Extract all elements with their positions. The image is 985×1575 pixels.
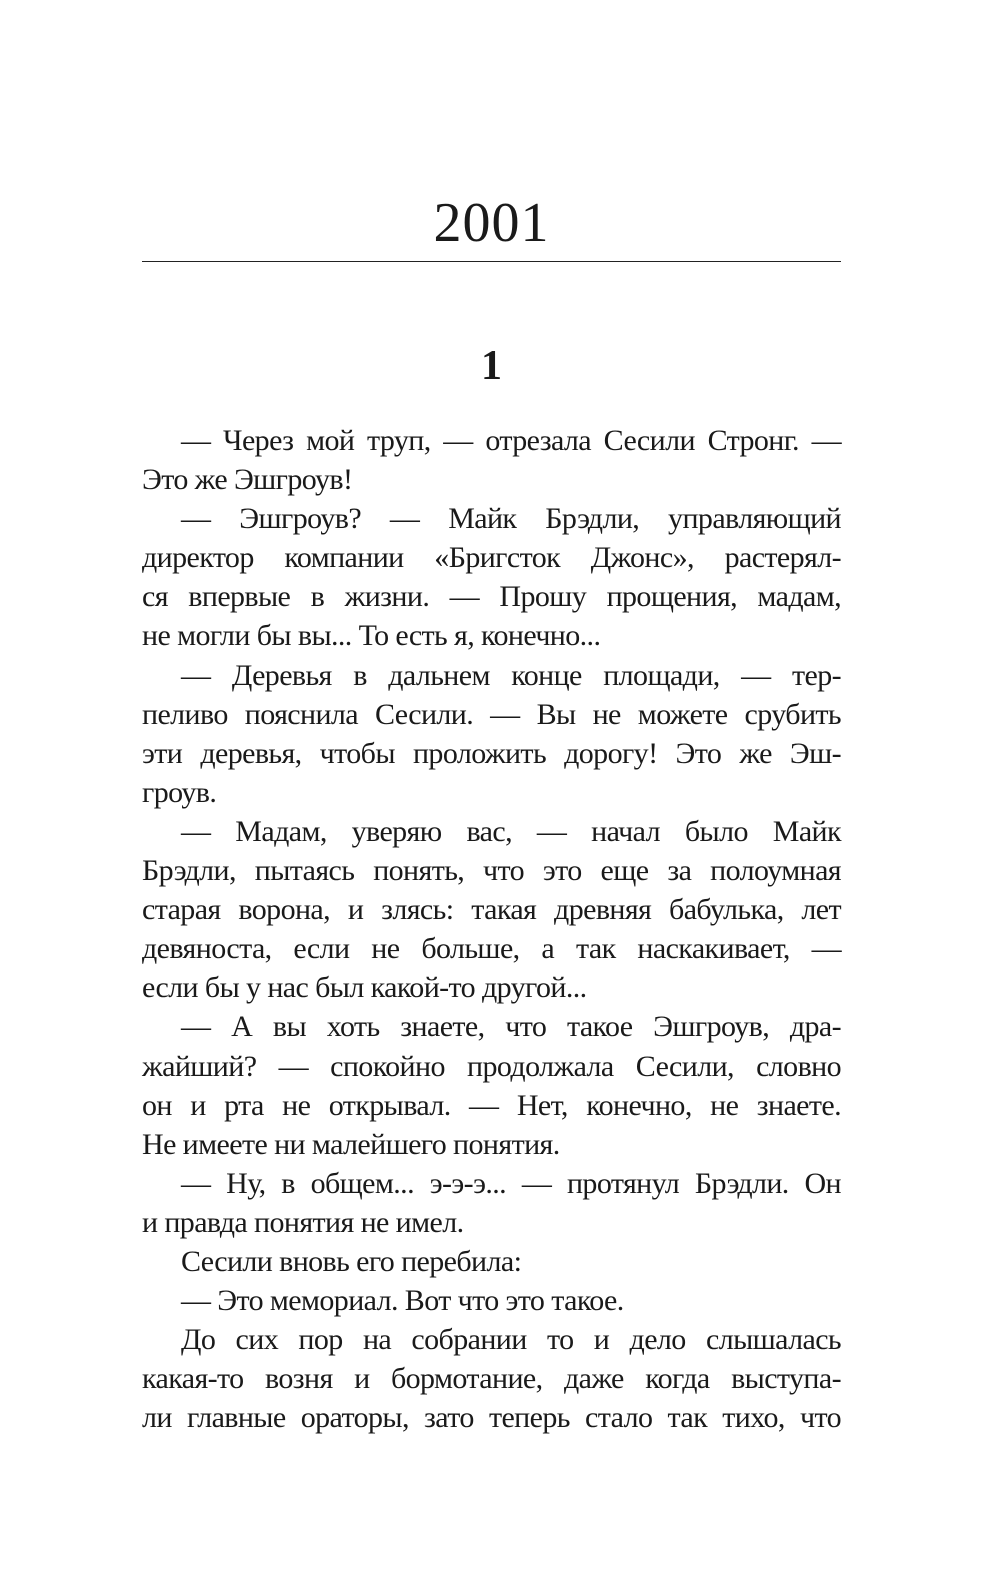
text-line: ся впервые в жизни. — Прошу прощения, мадам, bbox=[142, 580, 841, 614]
text-line: — Через мой труп, — отрезала Сесили Стронг. — bbox=[181, 424, 841, 457]
text-line: какая-то возня и бормотание, даже когда выступа- bbox=[142, 1362, 841, 1396]
part-title: 2001 bbox=[433, 192, 550, 254]
text-line: эти деревья, чтобы проложить дорогу! Это же Эш- bbox=[142, 736, 841, 770]
text-line: Сесили вновь его перебила: bbox=[181, 1244, 522, 1278]
text-line: гроув. bbox=[142, 775, 217, 809]
text-line: ли главные ораторы, зато теперь стало так тихо, что bbox=[142, 1401, 841, 1435]
text-line: — Это мемориал. Вот что это такое. bbox=[181, 1284, 624, 1318]
text-line: Это же Эшгроув! bbox=[142, 463, 353, 497]
title-divider bbox=[142, 261, 841, 262]
text-line: если бы у нас был какой-то другой... bbox=[142, 971, 587, 1005]
text-line: — А вы хоть знаете, что такое Эшгроув, дра- bbox=[181, 1010, 841, 1044]
text-line: жайший? — спокойно продолжала Сесили, словно bbox=[142, 1049, 841, 1083]
text-line: он и рта не открывал. — Нет, конечно, не знаете. bbox=[142, 1088, 841, 1122]
text-line: директор компании «Бригсток Джонс», растерял- bbox=[142, 541, 841, 575]
text-line: Не имеете ни малейшего понятия. bbox=[142, 1127, 560, 1161]
text-line: — Мадам, уверяю вас, — начал было Майк bbox=[181, 814, 841, 848]
text-line: пеливо пояснила Сесили. — Вы не можете срубить bbox=[142, 697, 841, 731]
text-line: — Деревья в дальнем конце площади, — тер- bbox=[181, 658, 841, 692]
text-line: и правда понятия не имел. bbox=[142, 1205, 464, 1239]
text-line: старая ворона, и злясь: такая древняя бабулька, лет bbox=[142, 893, 841, 927]
text-line: девяноста, если не больше, а так наскакивает, — bbox=[142, 932, 841, 966]
text-line: не могли бы вы... То есть я, конечно... bbox=[142, 619, 601, 653]
text-line: До сих пор на собрании то и дело слышалась bbox=[181, 1323, 841, 1357]
text-line: Брэдли, пытаясь понять, что это еще за полоумная bbox=[142, 854, 841, 888]
chapter-number: 1 bbox=[481, 343, 502, 389]
text-line: — Ну, в общем... э-э-э... — протянул Брэдли. Он bbox=[181, 1166, 841, 1200]
text-line: — Эшгроув? — Майк Брэдли, управляющий bbox=[181, 502, 841, 536]
book-page bbox=[142, 0, 841, 1575]
body-text bbox=[142, 421, 841, 1437]
